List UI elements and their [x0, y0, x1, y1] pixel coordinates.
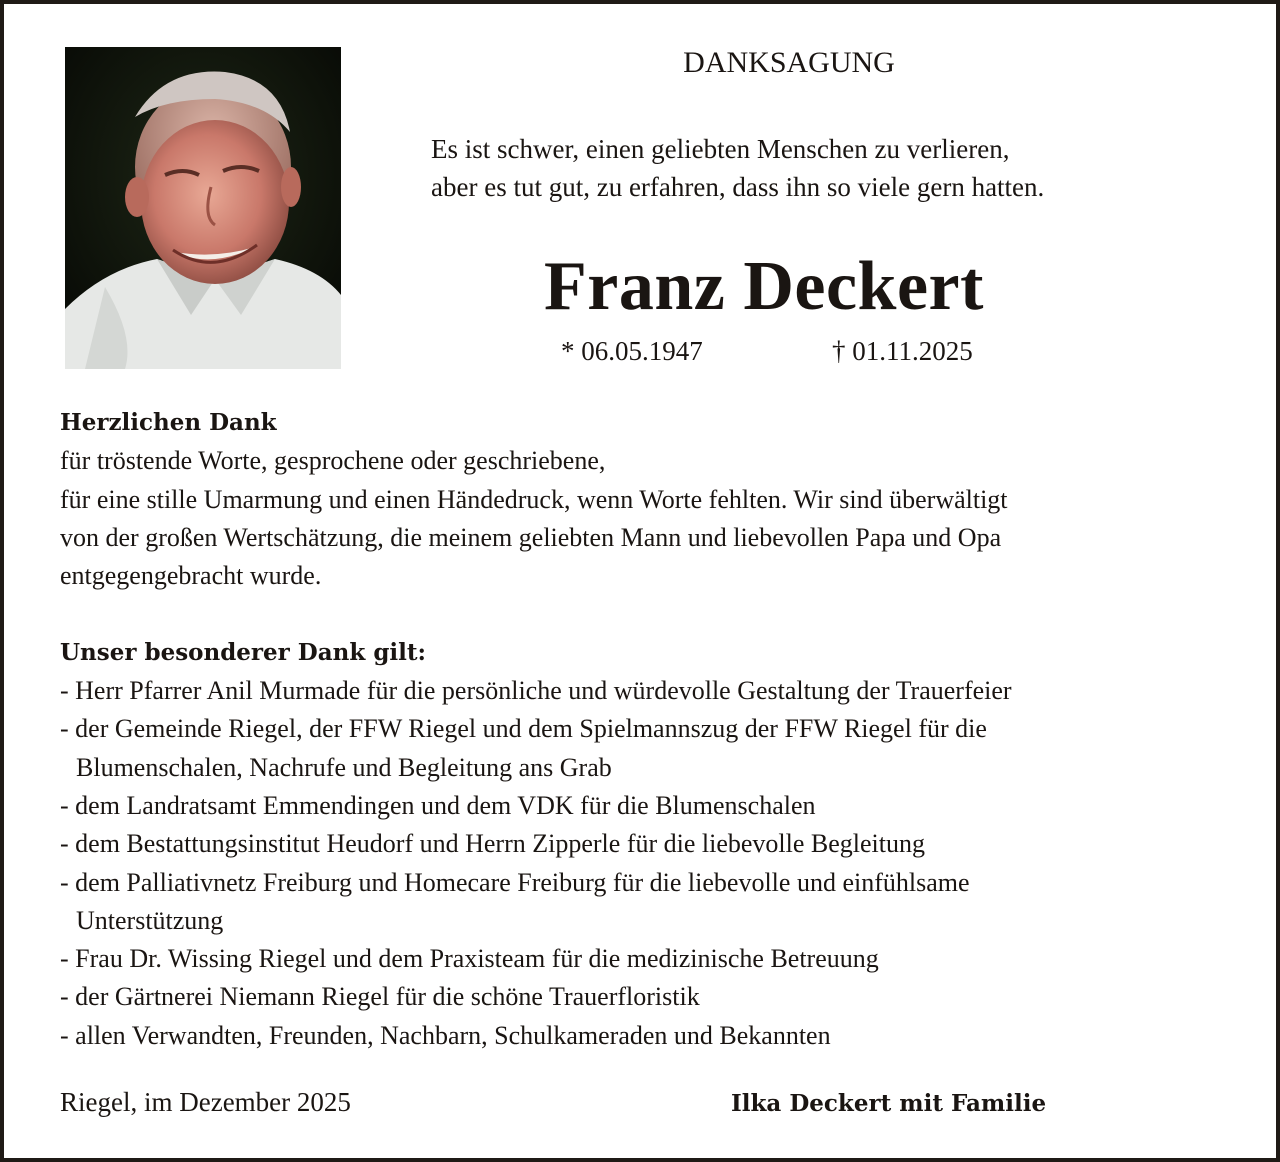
quote-line-2: aber es tut gut, zu erfahren, dass ihn so viele gern hatten. [431, 172, 1045, 202]
special-thanks-item: - Herr Pfarrer Anil Murmade für die persönliche und würdevolle Gestaltung der Trauerfeier [60, 676, 1012, 706]
deceased-name: Franz Deckert [544, 248, 984, 325]
special-thanks-item: - der Gemeinde Riegel, der FFW Riegel und dem Spielmannszug der FFW Riegel für die [60, 714, 987, 744]
spacer [60, 595, 1240, 633]
heading-danksagung: DANKSAGUNG [683, 46, 895, 79]
place-and-date: Riegel, im Dezember 2025 [60, 1087, 351, 1117]
special-thanks-item: - Frau Dr. Wissing Riegel und dem Praxisteam für die medizinische Betreuung [60, 944, 879, 974]
thanks-line: entgegengebracht wurde. [60, 561, 322, 591]
portrait-photo [65, 47, 341, 369]
special-thanks-item-continued: Unterstützung [76, 905, 224, 935]
special-thanks-item: - dem Landratsamt Emmendingen und dem VDK für die Blumenschalen [60, 790, 816, 820]
special-thanks-item: - allen Verwandten, Freunden, Nachbarn, Schulkameraden und Bekannten [60, 1020, 831, 1050]
thanks-text [60, 404, 1240, 1055]
special-thanks-title: Unser besonderer Dank gilt: [60, 638, 426, 666]
birth-date: * 06.05.1947 [561, 336, 703, 366]
quote [431, 130, 1044, 206]
special-thanks-item-continued: Blumenschalen, Nachrufe und Begleitung ans Grab [76, 752, 612, 782]
special-thanks-item: - dem Palliativnetz Freiburg und Homecare Freiburg für die liebevolle und einfühlsame [60, 867, 970, 897]
thanks-line: von der großen Wertschätzung, die meinem geliebten Mann und liebevollen Papa und Opa [60, 522, 1002, 552]
quote-line-1: Es ist schwer, einen geliebten Menschen zu verlieren, [431, 134, 1010, 164]
special-thanks-item: - der Gärtnerei Niemann Riegel für die schöne Trauerfloristik [60, 982, 700, 1012]
death-date: † 01.11.2025 [832, 336, 973, 366]
signature: Ilka Deckert mit Familie [731, 1090, 1047, 1117]
portrait-image [65, 47, 341, 369]
thanks-title: Herzlichen Dank [60, 409, 277, 436]
thanks-line: für eine stille Umarmung und einen Händedruck, wenn Worte fehlten. Wir sind überwältigt [60, 484, 1008, 514]
special-thanks-item: - dem Bestattungsinstitut Heudorf und Herrn Zipperle für die liebevolle Begleitung [60, 829, 926, 859]
thanks-line: für tröstende Worte, gesprochene oder geschriebene, [60, 446, 606, 476]
